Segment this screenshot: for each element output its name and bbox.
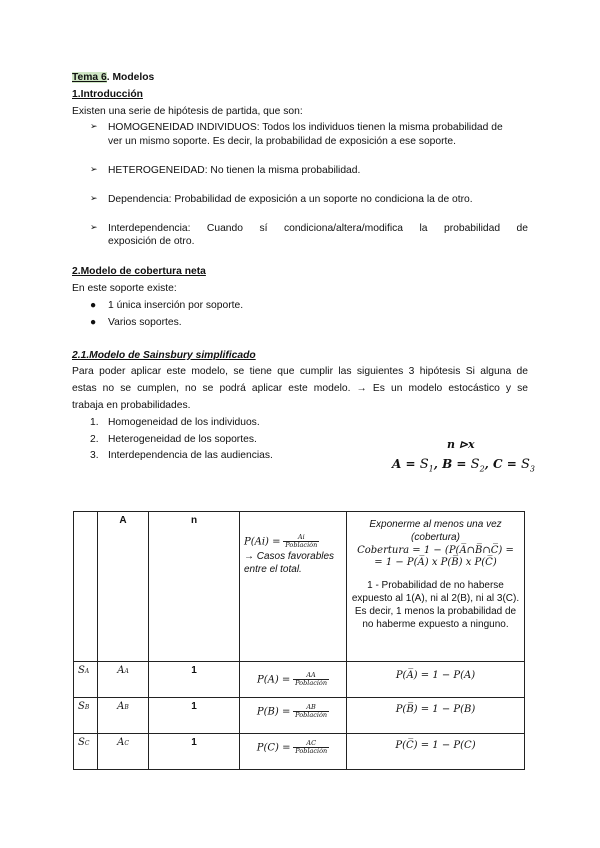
header-a: A <box>98 512 149 662</box>
table-header-row <box>74 512 525 662</box>
list-item: 3. Interdependencia de las audiencias. <box>90 450 273 462</box>
section-1-title: 1.Introducción <box>72 88 143 100</box>
list-item: 2. Heterogeneidad de los soportes. <box>90 433 257 445</box>
arrow-bullet-icon: ➢ <box>90 222 98 233</box>
table-row: SC AC 1 P(C) = $\frac{AC}{\text{Población}}$ P(C̅) = 1 − P(C) <box>74 734 525 770</box>
table-row: SB AB 1 P(B) = $\frac{AB}{\text{Población}}$ P(B̅) = 1 − P(B) <box>74 698 525 734</box>
section-2-1-paragraph-line: trabaja en probabilidades. <box>72 400 191 411</box>
list-item: ➢ HOMOGENEIDAD INDIVIDUOS: Todos los individuos tienen la misma probabilidad de ver un mismo soporte. Es decir, la probabilidad de exposición a ese soporte. <box>90 121 503 147</box>
list-item: ● Varios soportes. <box>90 316 182 328</box>
section-2-1-paragraph-line: estas no se cumplen, no se podrá aplicar este modelo. → Es un modelo estocástico y se <box>72 383 528 395</box>
list-item: ➢ HETEROGENEIDAD: No tienen la misma probabilidad. <box>90 163 361 176</box>
arrow-bullet-icon: ➢ <box>90 163 98 174</box>
section-2-1-paragraph-line: Para poder aplicar este modelo, se tiene que cumplir las siguientes 3 hipótesis Si alguna de <box>72 366 528 378</box>
section-2-title: 2.Modelo de cobertura neta <box>72 266 206 278</box>
tema-rest: . Modelos <box>106 72 155 83</box>
sainsbury-table <box>73 511 525 770</box>
formula-n-x: n ⊳x <box>447 438 475 451</box>
dot-bullet-icon: ● <box>90 300 97 312</box>
document-title <box>72 71 528 88</box>
document-body <box>72 71 528 466</box>
tema-label: Tema 6 <box>72 72 107 83</box>
list-item: ● 1 única inserción por soporte. <box>90 300 244 312</box>
table-row: SA AA 1 P(A) = $\frac{AA}{\text{Población}}$ P(A̅) = 1 − P(A) <box>74 662 525 698</box>
section-2-1-title: 2.1.Modelo de Sainsbury simplificado <box>72 349 256 361</box>
list-item: ➢ Interdependencia: Cuando sí condiciona/altera/modifica la probabilidad de exposición de otro. <box>90 222 528 248</box>
coverage-cell: Exponerme al menos una vez (cobertura) Cobertura = 1 − (P(A̅∩B̅∩C̅) = = 1 − P(A̅) x P(B̅) x P(C̅) 1 - Probabilidad de no haberse expuesto al 1(A), ni al 2(B), ni al 3(C). Es decir, 1 menos la probabilidad de no haberme expuesto a ninguno. <box>347 512 525 662</box>
list-item: ➢ Dependencia: Probabilidad de exposición a un soporte no condiciona la de otro. <box>90 192 473 205</box>
list-item: 1. Homogeneidad de los individuos. <box>90 416 260 428</box>
header-n: n <box>149 512 240 662</box>
section-2-intro: En este soporte existe: <box>72 283 177 295</box>
arrow-bullet-icon: ➢ <box>90 192 98 203</box>
hypothesis-list <box>72 121 528 248</box>
arrow-bullet-icon: ➢ <box>90 121 98 132</box>
formula-assignments: $A = S_1$, $B = S_2$, $C = S_3$ <box>392 457 535 474</box>
section-1-intro: Existen una serie de hipótesis de partida, que son: <box>72 105 303 117</box>
dot-bullet-icon: ● <box>90 316 97 328</box>
probability-definition-cell: P(Ai) = $\frac{Ai}{\text{Población}}$ → Casos favorables entre el total. <box>240 512 347 662</box>
